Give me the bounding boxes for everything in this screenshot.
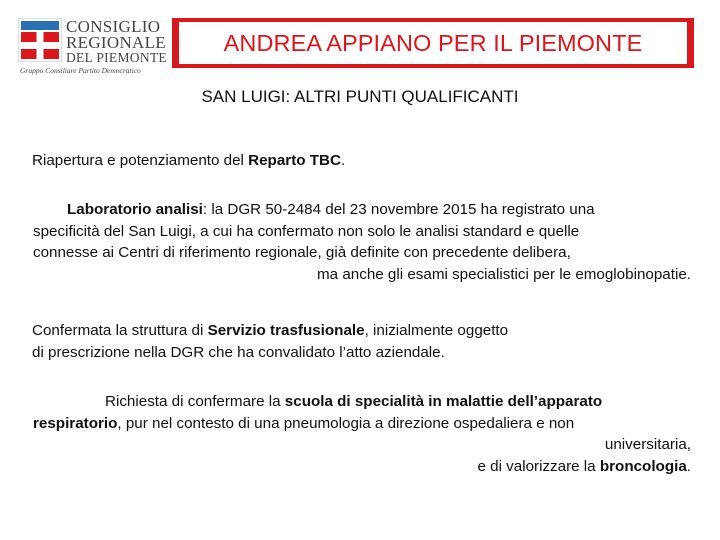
p2-bold: Laboratorio analisi [67,201,203,218]
p1-text-c: . [340,152,346,169]
paragraph-laboratorio-analisi [33,199,691,285]
paragraph-servizio-trasfusionale [32,320,508,363]
p2-line-4: ma anche gli esami specialistici per le emoglobinopatie. [317,265,691,283]
p1-bold: Reparto TBC [248,152,341,169]
p3-text-a: Confermata la struttura di [32,322,208,339]
piemonte-emblem-icon [18,18,62,62]
consiglio-regionale-logo [18,17,167,76]
p2-line-3: connesse ai Centri di riferimento regionale, già definite con precedente delibera, [33,244,571,261]
p4-bold-1: scuola di specialità in malattie dell’apparato [284,393,603,410]
p3-bold: Servizio trasfusionale [207,322,365,339]
p4-line-3: universitaria, [604,436,691,453]
p4-text-d: e di valorizzare la [477,457,600,475]
p4-bold-3: broncologia [599,457,687,475]
title-banner [172,18,694,68]
p4-line-2: , pur nel contesto di una pneumologia a direzione ospedaliera e non [117,414,575,432]
page-subtitle: SAN LUIGI: ALTRI PUNTI QUALIFICANTI [201,87,519,106]
title-banner-inner [179,22,687,64]
p4-text-e: . [686,457,691,475]
p2-line-1: : la DGR 50-2484 del 23 novembre 2015 ha registrato una [202,201,595,218]
p4-bold-2: respiratorio [33,414,118,432]
paragraph-scuola-specialita [33,391,691,477]
paragraph-reparto-tbc [32,150,345,172]
p1-text-a: Riapertura e potenziamento del [32,152,249,169]
p4-text-a: Richiesta di confermare la [105,393,285,410]
logo-line-1: CONSIGLIO [66,17,161,36]
logo-line-2: REGIONALE [66,33,166,52]
p2-line-2: specificità del San Luigi, a cui ha confermato non solo le analisi standard e quelle [33,222,580,240]
logo-subline: Gruppo Consiliare Partito Democratico [20,66,141,75]
page-title: ANDREA APPIANO PER IL PIEMONTE [223,29,643,56]
p3-text-c: , inizialmente oggetto [364,322,509,339]
p3-line-2: di prescrizione nella DGR che ha convalidato l’atto aziendale. [32,343,445,361]
logo-line-3: DEL PIEMONTE [66,50,167,65]
